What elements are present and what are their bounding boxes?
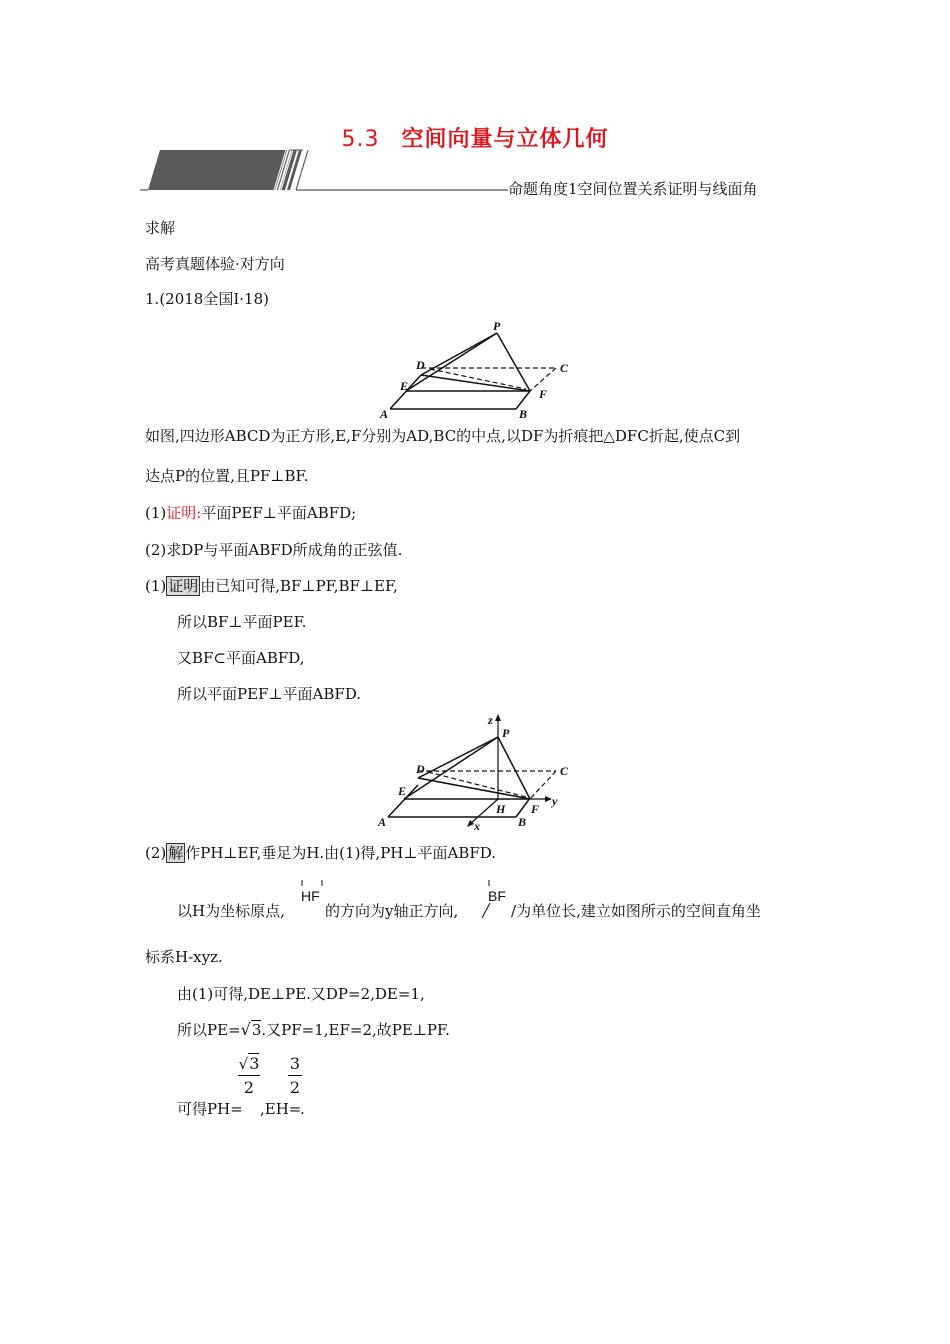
fraction-EH [288,1054,302,1097]
label-F: F [531,802,540,816]
section-number: 5.3 [341,127,380,152]
subquestion-1 [145,503,356,523]
label-C: C [560,361,569,375]
fraction-PH [238,1054,260,1097]
fraction-denominator: 2 [289,1078,301,1097]
sqrt-sign: √ [240,1020,251,1039]
label-H: H [496,802,506,816]
answer-line: 所以BF⊥平面PEF. [177,613,307,631]
label-A: A [378,815,387,829]
answer-line [177,1020,450,1040]
banner-dark-block [148,150,290,190]
answer-2 [145,843,496,863]
answer-line: /为单位长,建立如图所示的空间直角坐 [511,902,761,920]
label-P: P [502,726,510,740]
proof-label: 证明: [166,504,202,522]
fraction-numerator: √3 [238,1054,260,1076]
section-heading: 高考真题体验·对方向 [145,255,285,273]
label-z: z [488,713,493,727]
answer-line: 以H为坐标原点, [177,902,285,920]
vector-arrow-icon [301,878,323,886]
norm-bar-icon [480,902,492,920]
sqrt-radicand: 3 [251,1021,262,1039]
text-line: 求解 [145,219,176,237]
vector-label: BF [488,888,506,904]
answer-line: 由(1)可得,DE⊥PE.又DP=2,DE=1, [177,985,425,1003]
answer-line: 所以平面PEF⊥平面ABFD. [177,685,362,703]
solution-tag: 解 [168,844,184,862]
fraction-numerator: 3 [288,1054,302,1076]
answer-line: 标系H-xyz. [145,948,223,966]
edge-DF [421,375,530,391]
vector-arrow-icon [488,878,510,886]
answer-text: 作PH⊥EF,垂足为H.由(1)得,PH⊥平面ABFD. [185,844,497,862]
figure-folded-square [376,318,576,424]
label-B: B [519,407,528,421]
answer-line: 又BF⊂平面ABFD, [177,649,305,667]
label-C: C [560,764,569,778]
label-F: F [539,387,548,401]
subquestion-label: (1) [145,504,167,522]
answer-line: 可得PH= [177,1100,243,1118]
label-D: D [416,762,425,776]
label-y: y [552,794,558,808]
section-title: 空间向量与立体几何 [401,126,609,152]
answer-label: (1) [145,577,167,595]
label-x: x [474,819,480,832]
vector-HF [301,888,320,904]
question-text: 达点P的位置,且PF⊥BF. [145,467,309,485]
banner-topic: 命题角度1空间位置关系证明与线面角 [508,180,758,198]
answer-text: 所以PE= [177,1021,241,1039]
answer-label: (2) [145,844,167,862]
answer-line: 的方向为y轴正方向, [325,902,459,920]
answer-text: 由已知可得,BF⊥PF,BF⊥EF, [200,577,398,595]
question-text: 如图,四边形ABCD为正方形,E,F分别为AD,BC的中点,以DF为折痕把△DFC折起,使点C到 [145,427,741,445]
figure-coordinate-system [372,712,572,832]
answer-line: . [300,1100,305,1118]
label-P: P [493,319,501,333]
label-A: A [380,407,389,421]
label-E: E [398,784,407,798]
edge-DP [418,737,498,778]
edge-fold-dashed [428,772,526,797]
question-number: 1. [145,290,160,308]
answer-text: .又PF=1,EF=2,故PE⊥PF. [261,1021,450,1039]
arrow-y [545,796,552,802]
answer-text: 为单位长,建立如图所示的空间直角坐 [516,902,761,920]
edge-DP [421,333,497,375]
edge-PF [498,737,530,799]
sqrt-radicand: 3 [249,1054,260,1073]
question-header [145,289,269,309]
label-D: D [416,358,425,372]
label-B: B [518,815,527,829]
label-E: E [400,379,409,393]
edge-DF [418,778,530,799]
arrow-z [495,714,501,721]
answer-line: ,EH= [260,1100,302,1118]
proof-tag: 证明 [168,577,199,595]
question-source: (2018全国Ⅰ·18) [159,290,269,308]
subquestion-2: (2)求DP与平面ABFD所成角的正弦值. [145,541,403,559]
vector-label: HF [301,888,320,904]
answer-1 [145,576,398,596]
edge-PF [497,333,530,391]
subquestion-text: 平面PEF⊥平面ABFD; [201,504,357,522]
fraction-denominator: 2 [243,1078,255,1097]
